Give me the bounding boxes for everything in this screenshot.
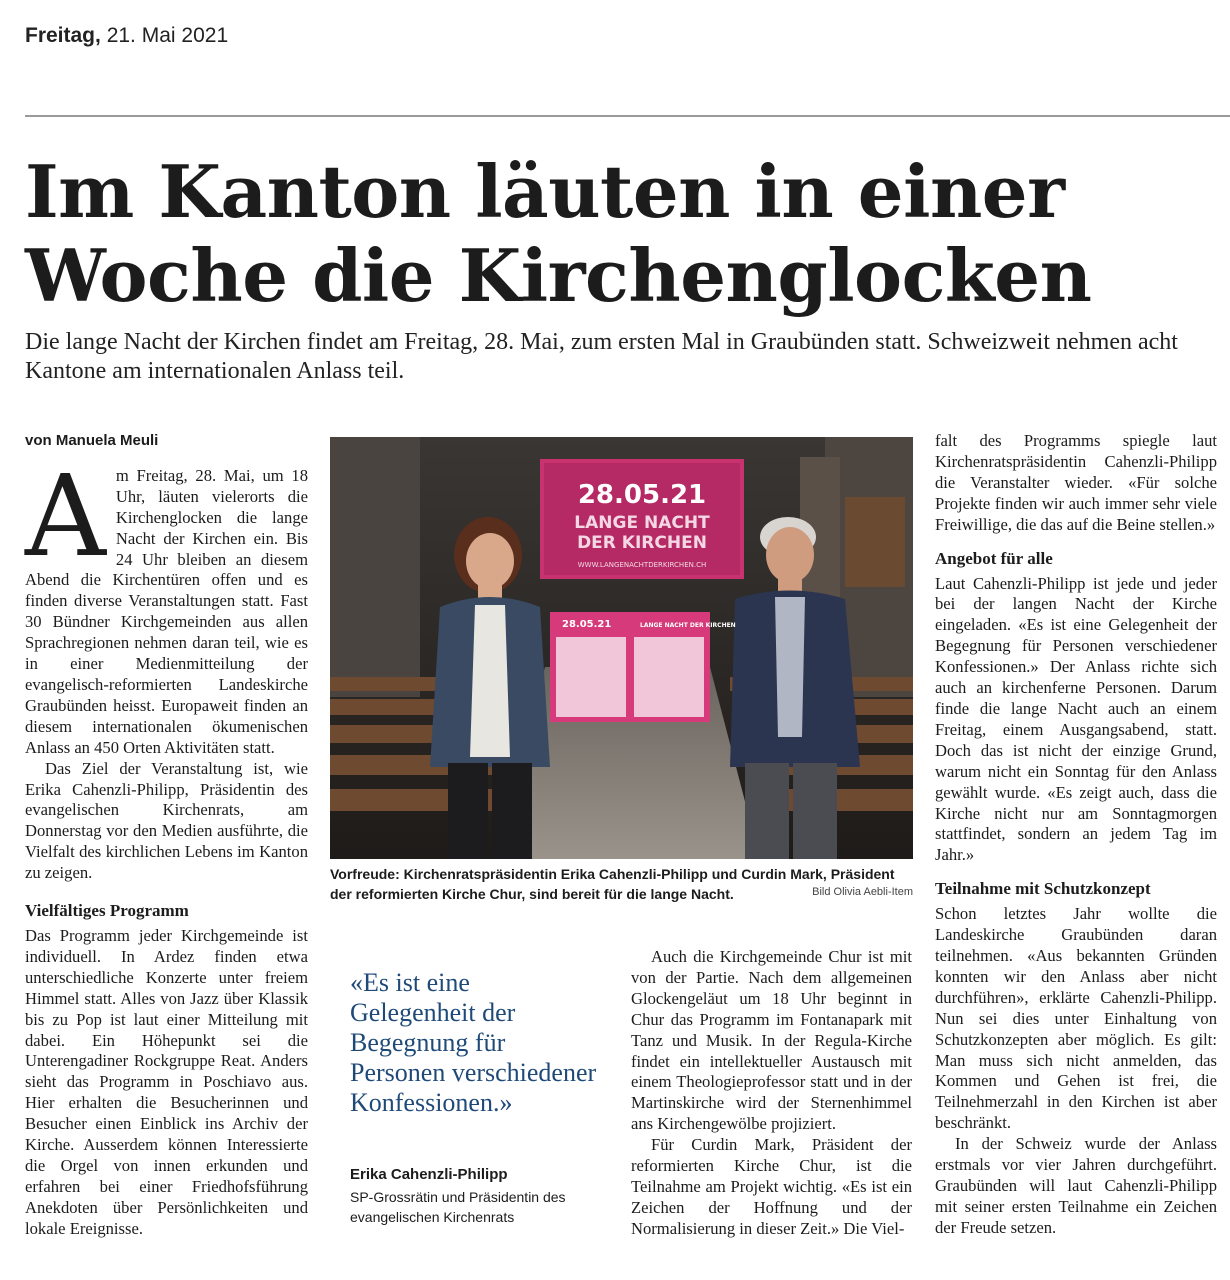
pull-quote-name: Erika Cahenzli-Philipp: [350, 1166, 508, 1183]
pull-quote: «Es ist eine Gelegenheit der Begegnung für Personen verschiedener Konfessionen.»: [350, 968, 597, 1117]
col4-paragraph-3: In der Schweiz wurde der Anlass erstmals vor vier Jahren durchgeführt. Graubünden will laut Cahenzli-Philipp mit seiner ersten Teilnahme ein Zeichen der Freude setzen.: [935, 1134, 1217, 1237]
col1-paragraph-1: m Freitag, 28. Mai, um 18 Uhr, läuten vielerorts die Kirchenglocken die lange Nacht der Kirchen ein. Bis 24 Uhr bleiben an diesem Abend die Kirchentüren offen und es finden diverse Veranstaltungen statt. Fast 30 Bündner Kirchgemeinden aus allen Sprachregionen nehmen daran teil, wie es in einer Medienmitteilung der evangelisch-reformierten Landeskirche Graubünden heisst. Europaweit finden an diesem internationalen ökumenischen Anlass an 450 Orten Aktivitäten statt.: [25, 465, 308, 757]
col4-paragraph-1: Laut Cahenzli-Philipp ist jede und jeder bei der langen Nacht der Kirche eingeladen. «Es ist eine Gelegenheit der Begegnung für Personen verschiedener Konfessionen.» Der Anlass richte sich auch an kirchenferne Personen. Darum finde die lange Nacht auch an einem Freitag, einem Ausgangsabend, statt. Doch das ist nicht der einzige Grund, warum nicht ein Sonntag für den Anlass gewählt wurde. «Es zeigt auch, dass die Kirche nicht nur am Sonntagmorgen stattfindet, sondern an jedem Tag im Jahr.»: [935, 573, 1217, 865]
poster-date: 28.05.21: [562, 619, 612, 630]
byline: von Manuela Meuli: [25, 432, 159, 449]
screen-url: WWW.LANGENACHTDERKIRCHEN.CH: [577, 561, 707, 569]
headline: Im Kanton läuten in einer Woche die Kirchenglocken: [25, 149, 1092, 318]
subhead-teilnahme-mit-schutzkonzept: Teilnahme mit Schutzkonzept: [935, 879, 1151, 899]
poster-title: LANGE NACHT DER KIRCHEN: [640, 622, 736, 629]
photo-credit: Bild Olivia Aebli-Item: [812, 886, 913, 898]
dateline-date: 21. Mai 2021: [106, 24, 229, 47]
article-column-4: [935, 431, 1217, 1239]
lead-paragraph: Die lange Nacht der Kirchen findet am Freitag, 28. Mai, zum ersten Mal in Graubünden statt. Schweizweit nehmen acht Kantone am internationalen Anlass teil.: [25, 329, 1178, 384]
projection-screen: [540, 459, 744, 579]
church-photo-illustration: [330, 437, 913, 859]
dateline: [25, 24, 228, 48]
subhead-angebot-fuer-alle: Angebot für alle: [935, 548, 1053, 568]
drop-cap: A: [25, 451, 106, 582]
col3-paragraph-1: Auch die Kirchgemeinde Chur ist mit von der Partie. Nach dem allgemeinen Glockengeläut um 18 Uhr beginnt in Chur das Programm im Fontanapark mit Tanz und Musik. In der Regula-Kirche findet ein intellektueller Austausch mit einem Theologieprofessor statt und in der Martinskirche wird der Sternenhimmel ans Kirchengewölbe projiziert.: [631, 947, 912, 1134]
event-poster: [550, 612, 736, 722]
col1-paragraph-3: Das Programm jeder Kirchgemeinde ist individuell. In Ardez finden etwa unterschiedliche Konzerte unter freiem Himmel statt. Alles von Jazz über Klassik bis zu Pop ist laut einer Mitteilung mit dabei. Ein Höhepunkt sei die Unterengadiner Rockgruppe Reat. Anders sieht das Programm in Poschiavo aus. Hier erhalten die Besucherinnen und Besucher einen Einblick ins Archiv der Kirche. Ausserdem können Interessierte die Orgel von innen erkunden und erfahren bei einer Friedhofsführung Anekdoten über Persönlichkeiten und lokale Ereignisse.: [25, 926, 308, 1238]
col1-paragraph-2: Das Ziel der Veranstaltung ist, wie Erika Cahenzli-Philipp, Präsidentin des evangelischen Kirchenrats, am Donnerstag vor den Medien ausführte, die Vielfalt des kirchlichen Lebens im Kanton zu zeigen.: [25, 758, 308, 883]
article-column-3: [631, 947, 912, 1240]
screen-line-2: DER KIRCHEN: [577, 533, 707, 553]
pull-quote-role: SP-Grossrätin und Präsidentin des evangelischen Kirchenrats: [350, 1189, 566, 1225]
photo-caption: Vorfreude: Kirchenratspräsidentin Erika Cahenzli-Philipp und Curdin Mark, Präsident der reformierten Kirche Chur, sind bereit für die lange Nacht.: [330, 866, 895, 902]
screen-date: 28.05.21: [577, 480, 707, 510]
header-rule: [25, 115, 1230, 117]
col3-paragraph-2: Für Curdin Mark, Präsident der reformierten Kirche Chur, ist die Teilnahme am Projekt wichtig. «Es ist ein Zeichen der Hoffnung und der Normalisierung in dieser Zeit.» Die Viel-: [631, 1135, 912, 1238]
dateline-day: Freitag,: [25, 24, 101, 47]
article-photo: [330, 437, 913, 859]
article-column-1: [25, 431, 308, 1240]
subhead-vielfaeltiges-programm: Vielfältiges Programm: [25, 901, 189, 921]
col4-paragraph-2: Schon letztes Jahr wollte die Landeskirche Graubünden daran teilnehmen. «Aus bekannten Gründen konnten wir den Anlass aber nicht durchführen», erklärte Cahenzli-Philipp. Nun sei dies unter Einhaltung von Schutzkonzepten aber möglich. Es gilt: Man muss sich nicht anmelden, das Kommen und Gehen ist frei, die Teilnehmerzahl in den Kirchen ist aber beschränkt.: [935, 904, 1217, 1133]
screen-line-1: LANGE NACHT: [574, 513, 710, 533]
col4-paragraph-0: falt des Programms spiegle laut Kirchenratspräsidentin Cahenzli-Philipp die Veranstalter wieder. «Für solche Projekte finden wir auch immer sehr viele Freiwillige, die das auf die Beine stellen.»: [935, 431, 1217, 534]
